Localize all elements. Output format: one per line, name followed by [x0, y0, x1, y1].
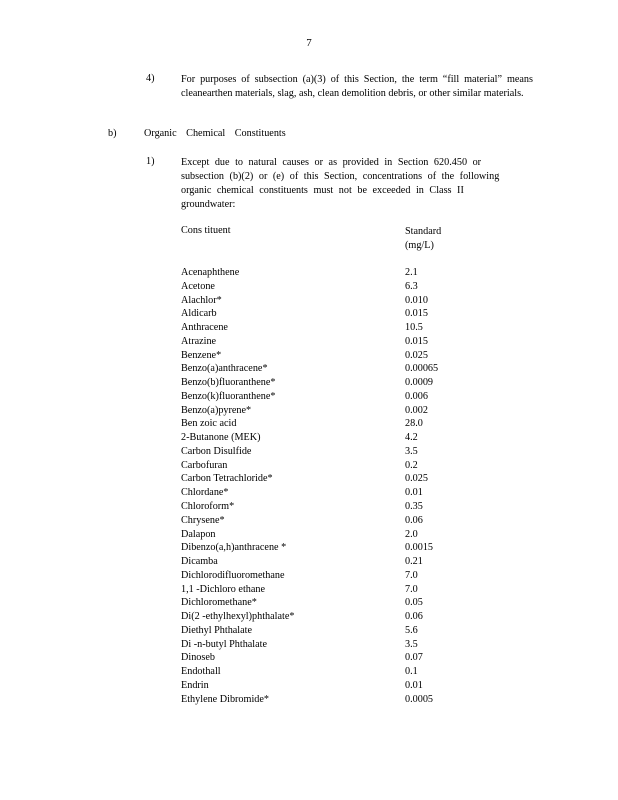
table-row [181, 651, 481, 665]
standard-value: 3.5 [405, 445, 418, 457]
table-row [181, 417, 481, 431]
standard-label: Standard [405, 226, 442, 237]
table-row [181, 610, 481, 624]
table-row [181, 569, 481, 583]
constituent-name: Ethylene Dibromide* [181, 693, 269, 705]
constituent-name: Carbon Disulfide [181, 445, 252, 457]
table-row [181, 486, 481, 500]
standard-value: 0.0015 [405, 542, 434, 554]
section-letter: b) [108, 128, 117, 139]
item-number: 4) [146, 73, 155, 84]
constituent-name: Aldicarb [181, 308, 217, 320]
constituent-name: Di -n-butyl Phthalate [181, 638, 268, 650]
standard-value: 0.35 [405, 501, 423, 513]
constituent-name: Chlordane* [181, 487, 229, 499]
standard-value: 6.3 [405, 280, 418, 292]
standard-value: 5.6 [405, 624, 418, 636]
standard-value: 0.002 [405, 404, 428, 416]
standard-value: 7.0 [405, 569, 418, 581]
table-row [181, 404, 481, 418]
constituent-name: Alachlor* [181, 294, 222, 306]
constituent-name: Chrysene* [181, 514, 225, 526]
item-text: Except due to natural causes or as provided in Section 620.450 or subsection (b)(2) or (e) of this Section, concentrations of the following organic chemical constituents must not be exceeded in Class II groundwater: [181, 157, 500, 210]
table-row [181, 445, 481, 459]
table-row [181, 266, 481, 280]
standard-value: 3.5 [405, 638, 418, 650]
table-row [181, 624, 481, 638]
constituent-name: Carbofuran [181, 459, 228, 471]
constituent-name: Diethyl Phthalate [181, 624, 253, 636]
table-row [181, 555, 481, 569]
table-row [181, 472, 481, 486]
table-row [181, 583, 481, 597]
constituent-name: Endothall [181, 666, 221, 678]
standard-value: 4.2 [405, 432, 418, 444]
constituent-name: Benzo(k)fluoranthene* [181, 390, 276, 402]
standard-value: 0.006 [405, 390, 428, 402]
table-row [181, 362, 481, 376]
table-row [181, 376, 481, 390]
constituent-name: Dibenzo(a,h)anthracene * [181, 542, 287, 554]
constituent-name: Benzene* [181, 349, 222, 361]
standard-units: (mg/L) [405, 240, 434, 251]
table-row [181, 431, 481, 445]
constituent-name: Dichlorodifluoromethane [181, 569, 285, 581]
column-header-constituent: Cons tituent [181, 225, 231, 236]
table-row [181, 528, 481, 542]
table-row [181, 459, 481, 473]
standard-value: 0.2 [405, 459, 418, 471]
standard-value: 0.01 [405, 487, 423, 499]
standard-value: 0.025 [405, 349, 428, 361]
standard-value: 0.015 [405, 308, 428, 320]
table-row [181, 294, 481, 308]
standard-value: 0.0005 [405, 693, 434, 705]
table-row [181, 665, 481, 679]
standard-value: 0.05 [405, 597, 423, 609]
table-row [181, 500, 481, 514]
constituent-name: Atrazine [181, 335, 217, 347]
constituent-name: Ben zoic acid [181, 418, 237, 430]
standard-value: 28.0 [405, 418, 423, 430]
constituent-name: 1,1 -Dichloro ethane [181, 583, 266, 595]
standard-value: 2.1 [405, 267, 418, 278]
table-row [181, 541, 481, 555]
constituent-name: 2-Butanone (MEK) [181, 432, 261, 444]
standard-value: 0.21 [405, 556, 423, 568]
section-title: Organic Chemical Constituents [144, 128, 286, 139]
table-row [181, 280, 481, 294]
page-number: 7 [306, 37, 312, 49]
table-row [181, 679, 481, 693]
standard-value: 7.0 [405, 583, 418, 595]
standard-value: 0.1 [405, 666, 418, 678]
standard-value: 0.015 [405, 335, 428, 347]
standard-value: 0.00065 [405, 363, 439, 375]
constituent-name: Di(2 -ethylhexyl)phthalate* [181, 611, 295, 623]
constituent-name: Carbon Tetrachloride* [181, 473, 273, 485]
table-row [181, 349, 481, 363]
standard-value: 0.06 [405, 514, 423, 526]
table-row [181, 321, 481, 335]
standard-value: 0.010 [405, 294, 428, 306]
constituent-name: Chloroform* [181, 501, 235, 513]
item-number: 1) [146, 156, 155, 167]
standard-value: 0.0009 [405, 377, 434, 389]
table-row [181, 693, 481, 707]
constituent-name: Benzo(a)anthracene* [181, 363, 268, 375]
standard-value: 10.5 [405, 322, 423, 334]
item-text: For purposes of subsection (a)(3) of this Section, the term “fill material” means cleanearthen materials, slag, ash, clean demolition debris, or other similar materials. [181, 74, 533, 99]
table-row [181, 335, 481, 349]
table-row [181, 390, 481, 404]
table-row [181, 514, 481, 528]
constituent-name: Acenaphthene [181, 267, 240, 278]
standard-value: 0.01 [405, 679, 423, 691]
constituent-name: Dicamba [181, 556, 218, 568]
constituent-name: Benzo(b)fluoranthene* [181, 377, 276, 389]
constituent-name: Dalapon [181, 528, 216, 540]
constituent-name: Dichloromethane* [181, 597, 257, 609]
column-header-standard [405, 225, 465, 253]
constituent-name: Benzo(a)pyrene* [181, 404, 252, 416]
constituent-table [181, 266, 481, 707]
constituent-name: Dinoseb [181, 652, 215, 664]
standard-value: 0.025 [405, 473, 428, 485]
table-row [181, 596, 481, 610]
standard-value: 0.06 [405, 611, 423, 623]
table-row [181, 307, 481, 321]
standard-value: 2.0 [405, 528, 418, 540]
constituent-name: Endrin [181, 679, 209, 691]
table-row [181, 638, 481, 652]
standard-value: 0.07 [405, 652, 423, 664]
constituent-name: Acetone [181, 280, 215, 292]
constituent-name: Anthracene [181, 322, 228, 334]
